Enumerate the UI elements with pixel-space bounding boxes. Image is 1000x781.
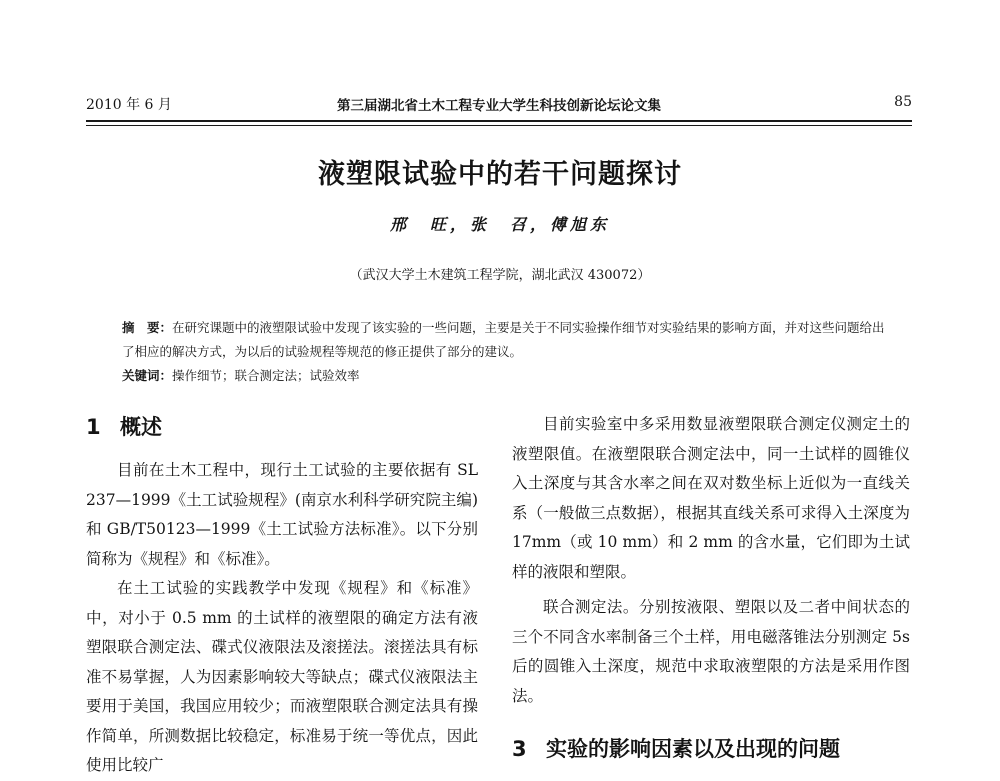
paragraph: 目前在土木工程中，现行土工试验的主要依据有 SL 237—1999《土工试验规程》(南京水利科学研究院主编)和 GB/T50123—1999《土工试验方法标准》。以下分别简称为《规程》和《标准》。 — [86, 461, 478, 568]
section-heading — [86, 410, 478, 444]
keywords-label: 关键词： — [122, 368, 173, 383]
abstract-label: 摘 要： — [122, 320, 173, 335]
paragraph: 在土工试验的实践教学中发现《规程》和《标准》中，对小于 0.5 mm 的土试样的液塑限的确定方法有液塑限联合测定法、碟式仪液限法及滚搓法。滚搓法具有标准不易掌握，人为因素影响较大等缺点；碟式仪液限法主要用于美国，我国应用较少；而液塑限联合测定法具有操作简单，所测数据比较稳定，标准易于统一等优点，因此使用比较广 — [86, 579, 478, 774]
section-title: 实验的影响因素以及出现的问题 — [546, 737, 840, 761]
journal-title: 第三届湖北省土木工程专业大学生科技创新论坛论文集 — [337, 98, 661, 114]
keywords-text: 操作细节；联合测定法；试验效率 — [172, 368, 360, 383]
abstract — [122, 316, 892, 364]
affiliation: （武汉大学土木建筑工程学院，湖北武汉 430072） — [349, 268, 651, 283]
author-list: 邢 旺，张 召，傅旭东 — [389, 215, 610, 234]
section-heading — [512, 733, 840, 763]
left-column — [86, 410, 478, 781]
keywords — [122, 366, 892, 384]
running-header — [86, 92, 912, 118]
section-number: 1 — [86, 415, 101, 439]
abstract-text: 在研究课题中的液塑限试验中发现了该实验的一些问题，主要是关于不同实验操作细节对实验结果的影响方面，并对这些问题给出了相应的解决方式，为以后的试验规程等规范的修正提供了部分的建议。 — [122, 320, 885, 359]
page-number: 85 — [894, 94, 912, 110]
paragraph: 联合测定法。分别按液限、塑限以及二者中间状态的三个不同含水率制备三个土样，用电磁落锥法分别测定 5s 后的圆锥入土深度，规范中求取液塑限的方法是采用作图法。 — [512, 598, 910, 705]
paper-title: 液塑限试验中的若干问题探讨 — [318, 159, 682, 190]
header-rule-thick — [86, 120, 912, 122]
header-rule-thin — [86, 125, 912, 126]
issue-date: 2010 年 6 月 — [86, 97, 172, 113]
section-number: 3 — [512, 737, 527, 761]
right-column — [512, 410, 910, 711]
section-title: 概述 — [120, 415, 162, 439]
paragraph: 目前实验室中多采用数显液塑限联合测定仪测定土的液塑限值。在液塑限联合测定法中，同一土试样的圆锥仪入土深度与其含水率之间在双对数坐标上近似为一直线关系（一般做三点数据），根据其直线关系可求得入土深度为 17mm（或 10 mm）和 2 mm 的含水量，它们即为土试样的液限和塑限。 — [512, 415, 910, 581]
